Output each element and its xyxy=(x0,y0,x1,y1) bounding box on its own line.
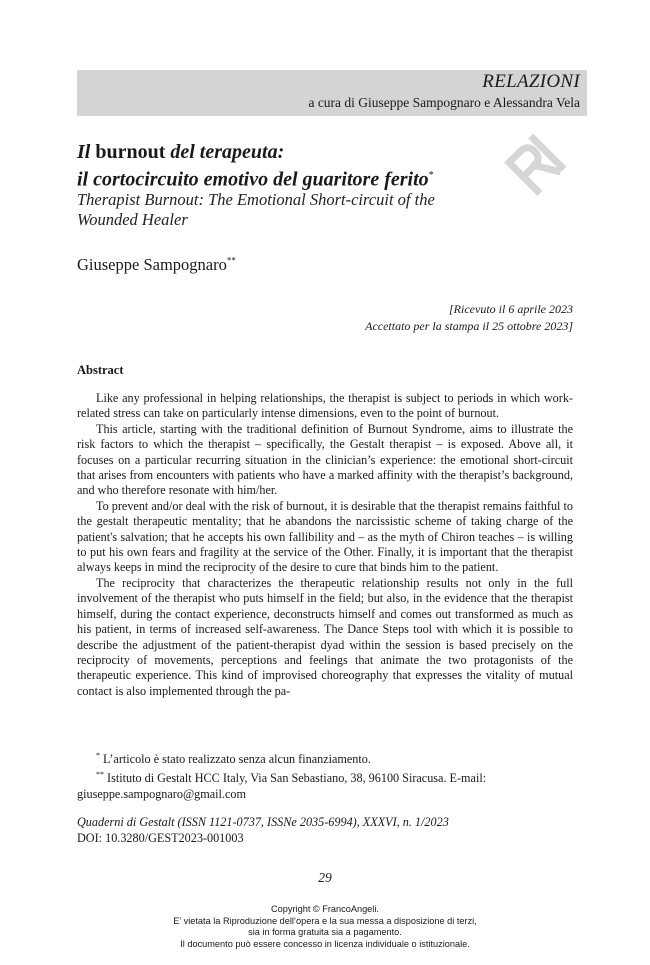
copyright-line-4: Il documento può essere concesso in licenza individuale o istituzionale. xyxy=(180,938,470,949)
received-date: [Ricevuto il 6 aprile 2023 xyxy=(449,302,573,316)
abstract-heading: Abstract xyxy=(77,363,124,377)
received-dates xyxy=(365,301,573,335)
title-line-2: il cortocircuito emotivo del guaritore ferito xyxy=(77,168,429,191)
footnote-2-text: Istituto di Gestalt HCC Italy, Via San Sebastiano, 38, 96100 Siracusa. E-mail: giuseppe.sampognaro@gmail.com xyxy=(77,771,487,802)
accepted-date: Accettato per la stampa il 25 ottobre 2023] xyxy=(365,319,573,333)
journal-doi: DOI: 10.3280/GEST2023-001003 xyxy=(77,831,244,845)
abstract-paragraph: To prevent and/or deal with the risk of burnout, it is desirable that the therapist remains faithful to the gestalt therapeutic mentality; that he abandons the narcissistic scheme of taking charge of the patient's salvation; that he accepts his own fallibility and – as the myth of Chiron teaches – is willing to put his own fears and fragility at the service of the Other. Finally, it is important that the therapist always keeps in mind the reciprocity of the desire to cure that binds him to the patient. xyxy=(77,498,573,575)
footnote-2-mark: ** xyxy=(96,770,104,780)
title-part-2: burnout xyxy=(95,141,166,163)
abstract-paragraph: This article, starting with the traditional definition of Burnout Syndrome, aims to illustrate the risk factors to which the therapist – specifically, the Gestalt therapist – is exposed. Above all, it focuses on a particular recurring situation in the clinician’s experience: the emotional short-circuit that arises from encounters with patients who have a marked affinity with the therapist’s background, and who therefore resonate with him/her. xyxy=(77,421,573,498)
footnote-1-text: L’articolo è stato realizzato senza alcun finanziamento. xyxy=(100,752,371,767)
copyright-line-3: sia in forma gratuita sia a pagamento. xyxy=(248,927,402,937)
journal-monogram-logo-icon xyxy=(496,124,576,204)
abstract-paragraph: Like any professional in helping relationships, the therapist is subject to periods in which work-related stress can take on particularly intense dimensions, even to the point of burnout. xyxy=(77,391,573,421)
article-title xyxy=(77,141,497,192)
page-number: 29 xyxy=(318,870,332,885)
abstract-body xyxy=(77,391,573,699)
title-part-1: Il xyxy=(77,141,91,163)
author-name: Giuseppe Sampognaro xyxy=(77,255,227,274)
footnote-1 xyxy=(77,748,573,767)
article-subtitle: Therapist Burnout: The Emotional Short-circuit of the Wounded Healer xyxy=(77,190,435,229)
copyright-notice xyxy=(0,904,650,950)
author-footnote-mark: ** xyxy=(226,255,236,266)
abstract-paragraph: The reciprocity that characterizes the therapeutic relationship results not only in the full involvement of the therapist who puts himself in the field; but also, in the evidence that the therapist himself, during the contact experience, deconstructs himself and comes out transformed as much as his patient, in terms of increased self-awareness. The Dance Steps tool with which it is possible to describe the adjustment of the patient-therapist dyad within the session is based precisely on the reciprocity of movements, perceptions and feelings that animate the two protagonists of the therapeutic experience. This kind of improvised choreography that expresses the vitality of mutual contact is also implemented through the pa- xyxy=(77,575,573,698)
title-part-3: del terapeuta: xyxy=(170,141,285,163)
title-footnote-mark: * xyxy=(428,170,434,181)
footnote-2 xyxy=(77,767,573,802)
article-author xyxy=(77,255,236,275)
footnote-1-mark: * xyxy=(96,751,100,760)
section-editors: a cura di Giuseppe Sampognaro e Alessandra Vela xyxy=(308,95,580,110)
copyright-line-2: E’ vietata la Riproduzione dell’opera e la sua messa a disposizione di terzi, xyxy=(173,915,477,926)
journal-citation: Quaderni di Gestalt (ISSN 1121-0737, ISSNe 2035-6994), XXXVI, n. 1/2023 xyxy=(77,815,449,829)
section-title: RELAZIONI xyxy=(482,71,580,92)
footnotes xyxy=(77,748,573,802)
journal-info xyxy=(77,814,573,846)
copyright-line-1: Copyright © FrancoAngeli. xyxy=(271,904,379,914)
